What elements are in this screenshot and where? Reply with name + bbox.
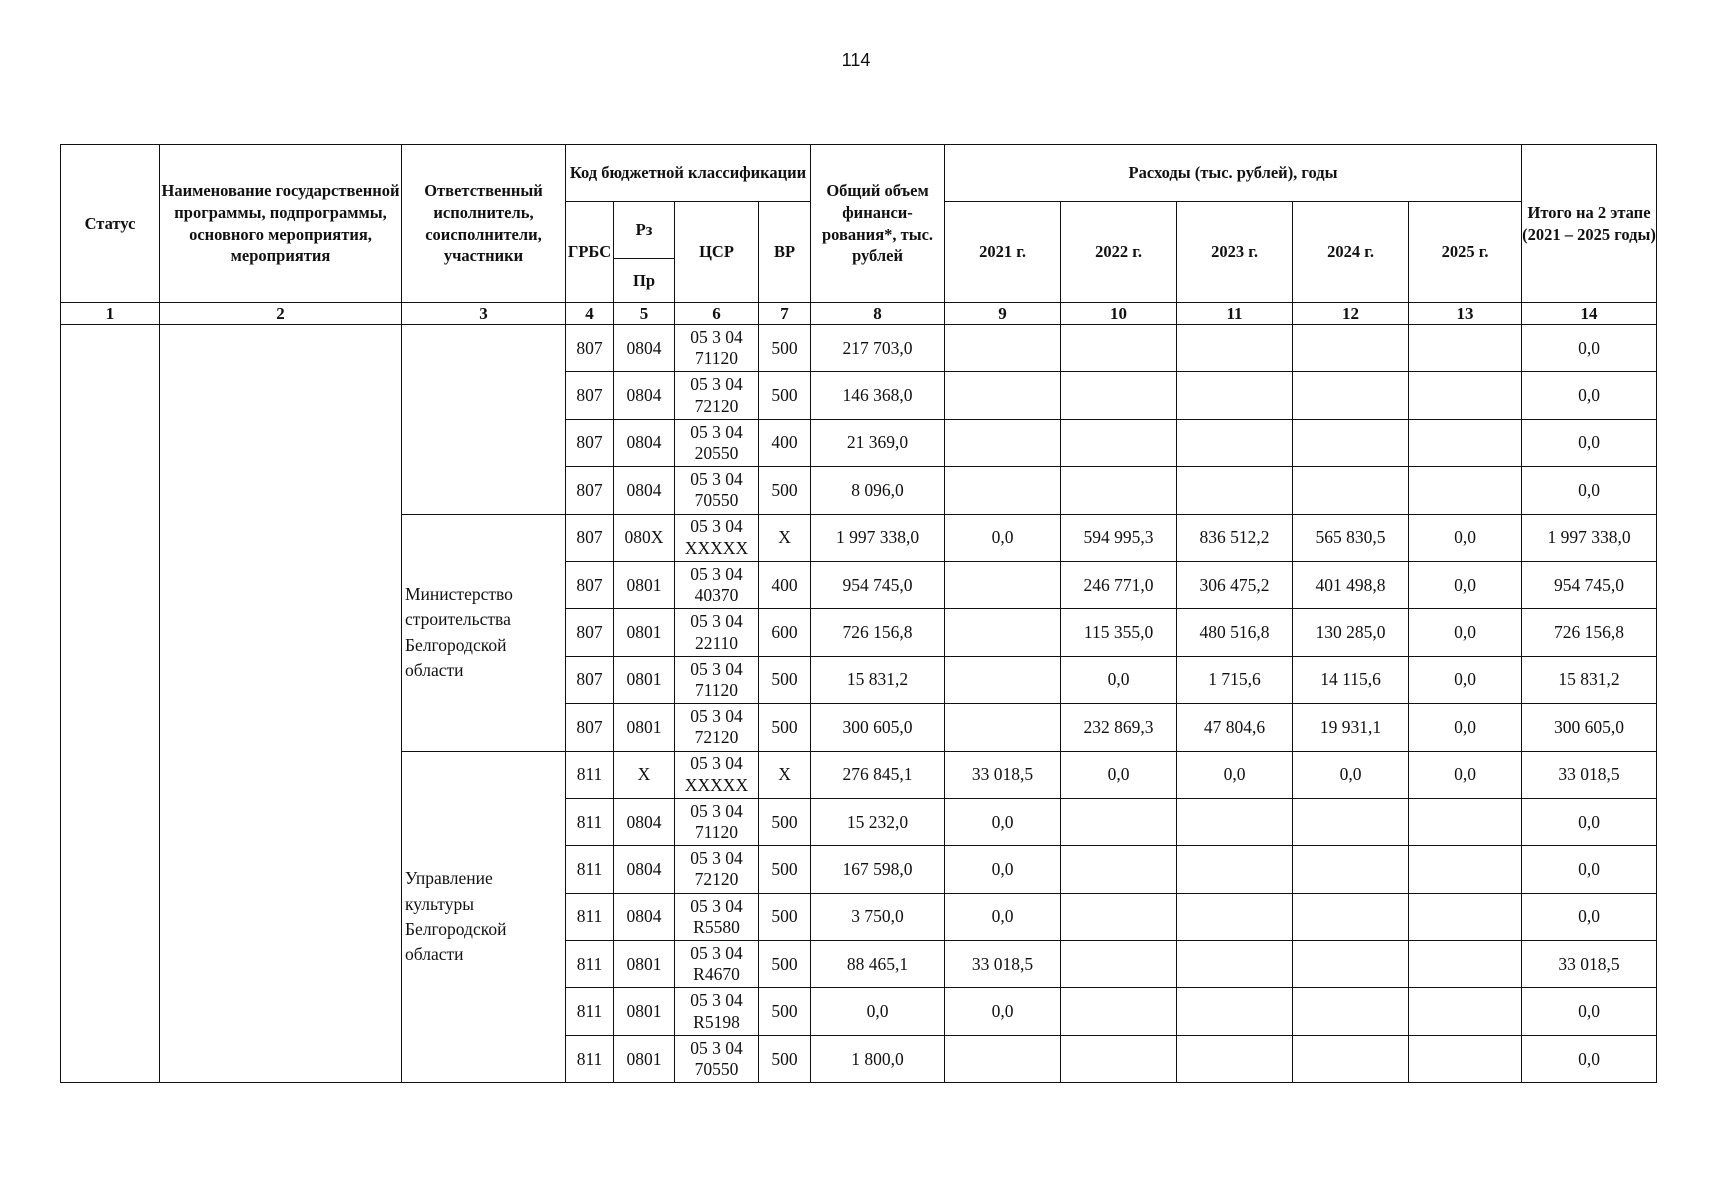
year-2021-cell: [945, 372, 1061, 419]
total-volume-cell: 217 703,0: [811, 325, 945, 372]
total-volume-cell: 276 845,1: [811, 751, 945, 798]
grbs-cell: 807: [566, 467, 614, 514]
rz-pr-cell: 0804: [614, 846, 675, 893]
year-2023-cell: [1177, 941, 1293, 988]
vr-cell: 500: [759, 846, 811, 893]
csr-cell: 05 3 04 R5580: [675, 893, 759, 940]
year-2024-cell: [1293, 467, 1409, 514]
column-number: 6: [675, 303, 759, 325]
year-2024-cell: 401 498,8: [1293, 561, 1409, 608]
year-2025-cell: [1409, 325, 1522, 372]
vr-cell: 500: [759, 704, 811, 751]
year-2021-cell: 33 018,5: [945, 941, 1061, 988]
page-number: 114: [841, 50, 871, 70]
vr-cell: Х: [759, 514, 811, 561]
year-2023-cell: [1177, 325, 1293, 372]
year-2024-cell: [1293, 846, 1409, 893]
year-2025-cell: 0,0: [1409, 656, 1522, 703]
year-2021-cell: 0,0: [945, 988, 1061, 1035]
year-2022-cell: 246 771,0: [1061, 561, 1177, 608]
csr-cell: 05 3 04 72120: [675, 704, 759, 751]
rz-pr-cell: 0804: [614, 467, 675, 514]
year-2022-cell: 0,0: [1061, 751, 1177, 798]
column-number: 3: [402, 303, 566, 325]
year-2024-cell: 130 285,0: [1293, 609, 1409, 656]
year-2022-cell: [1061, 372, 1177, 419]
year-2021-cell: [945, 1035, 1061, 1082]
column-number: 5: [614, 303, 675, 325]
year-2021-cell: [945, 609, 1061, 656]
stage-total-cell: 0,0: [1522, 798, 1657, 845]
year-2023-cell: [1177, 467, 1293, 514]
executor-construction: Министерство строительства Белгородской области: [402, 514, 566, 751]
vr-cell: 500: [759, 656, 811, 703]
stage-total-cell: 1 997 338,0: [1522, 514, 1657, 561]
header-budget-code: Код бюджетной классификации: [566, 145, 811, 202]
csr-cell: 05 3 04 20550: [675, 419, 759, 466]
year-2025-cell: 0,0: [1409, 751, 1522, 798]
header-year-2022: 2022 г.: [1061, 202, 1177, 303]
rz-pr-cell: 0801: [614, 941, 675, 988]
year-2021-cell: [945, 704, 1061, 751]
rz-pr-cell: 0804: [614, 893, 675, 940]
total-volume-cell: 146 368,0: [811, 372, 945, 419]
csr-cell: 05 3 04 70550: [675, 1035, 759, 1082]
grbs-cell: 807: [566, 514, 614, 561]
total-volume-cell: 3 750,0: [811, 893, 945, 940]
vr-cell: 500: [759, 988, 811, 1035]
csr-cell: 05 3 04 R5198: [675, 988, 759, 1035]
column-number: 4: [566, 303, 614, 325]
year-2025-cell: [1409, 372, 1522, 419]
executor-culture: Управление культуры Белгородской области: [402, 751, 566, 1083]
year-2024-cell: [1293, 893, 1409, 940]
csr-cell: 05 3 04 72120: [675, 846, 759, 893]
vr-cell: 500: [759, 941, 811, 988]
year-2022-cell: [1061, 467, 1177, 514]
column-number: 7: [759, 303, 811, 325]
column-number: 12: [1293, 303, 1409, 325]
stage-total-cell: 15 831,2: [1522, 656, 1657, 703]
csr-cell: 05 3 04 R4670: [675, 941, 759, 988]
total-volume-cell: 726 156,8: [811, 609, 945, 656]
header-expenses: Расходы (тыс. рублей), годы: [945, 145, 1522, 202]
year-2023-cell: 836 512,2: [1177, 514, 1293, 561]
grbs-cell: 807: [566, 372, 614, 419]
stage-total-cell: 300 605,0: [1522, 704, 1657, 751]
column-number: 11: [1177, 303, 1293, 325]
year-2024-cell: [1293, 419, 1409, 466]
column-number: 14: [1522, 303, 1657, 325]
grbs-cell: 807: [566, 561, 614, 608]
column-number: 13: [1409, 303, 1522, 325]
year-2025-cell: [1409, 1035, 1522, 1082]
year-2023-cell: [1177, 419, 1293, 466]
year-2022-cell: 594 995,3: [1061, 514, 1177, 561]
vr-cell: 400: [759, 419, 811, 466]
year-2024-cell: [1293, 941, 1409, 988]
year-2021-cell: 33 018,5: [945, 751, 1061, 798]
rz-pr-cell: 0804: [614, 419, 675, 466]
grbs-cell: 811: [566, 893, 614, 940]
header-csr: ЦСР: [675, 202, 759, 303]
grbs-cell: 811: [566, 1035, 614, 1082]
total-volume-cell: 1 800,0: [811, 1035, 945, 1082]
total-volume-cell: 167 598,0: [811, 846, 945, 893]
year-2023-cell: [1177, 372, 1293, 419]
rz-pr-cell: 0801: [614, 704, 675, 751]
total-volume-cell: 21 369,0: [811, 419, 945, 466]
year-2022-cell: 232 869,3: [1061, 704, 1177, 751]
year-2021-cell: [945, 419, 1061, 466]
grbs-cell: 807: [566, 419, 614, 466]
column-number: 2: [160, 303, 402, 325]
header-status: Статус: [61, 145, 160, 303]
column-number: 8: [811, 303, 945, 325]
column-number: 1: [61, 303, 160, 325]
csr-cell: 05 3 04 71120: [675, 798, 759, 845]
rz-pr-cell: 0801: [614, 1035, 675, 1082]
header-year-2025: 2025 г.: [1409, 202, 1522, 303]
vr-cell: 500: [759, 893, 811, 940]
rz-pr-cell: 0804: [614, 325, 675, 372]
year-2024-cell: [1293, 798, 1409, 845]
vr-cell: 600: [759, 609, 811, 656]
total-volume-cell: 15 232,0: [811, 798, 945, 845]
vr-cell: 500: [759, 1035, 811, 1082]
rz-pr-cell: 0804: [614, 372, 675, 419]
stage-total-cell: 0,0: [1522, 325, 1657, 372]
year-2025-cell: [1409, 988, 1522, 1035]
table-row: [61, 325, 1657, 372]
vr-cell: 400: [759, 561, 811, 608]
year-2021-cell: [945, 467, 1061, 514]
csr-cell: 05 3 04 40370: [675, 561, 759, 608]
year-2023-cell: [1177, 798, 1293, 845]
rz-pr-cell: 0801: [614, 656, 675, 703]
csr-cell: 05 3 04 72120: [675, 372, 759, 419]
budget-table: [60, 144, 1657, 1083]
program-name-cell: [160, 325, 402, 1083]
csr-cell: 05 3 04 ХХХХХ: [675, 514, 759, 561]
total-volume-cell: 300 605,0: [811, 704, 945, 751]
stage-total-cell: 33 018,5: [1522, 941, 1657, 988]
total-volume-cell: 0,0: [811, 988, 945, 1035]
vr-cell: 500: [759, 467, 811, 514]
vr-cell: 500: [759, 372, 811, 419]
column-number: 9: [945, 303, 1061, 325]
rz-pr-cell: Х: [614, 751, 675, 798]
stage-total-cell: 0,0: [1522, 893, 1657, 940]
total-volume-cell: 15 831,2: [811, 656, 945, 703]
grbs-cell: 811: [566, 988, 614, 1035]
stage-total-cell: 0,0: [1522, 988, 1657, 1035]
year-2023-cell: [1177, 846, 1293, 893]
year-2021-cell: [945, 325, 1061, 372]
grbs-cell: 811: [566, 941, 614, 988]
vr-cell: Х: [759, 751, 811, 798]
rz-pr-cell: 0801: [614, 988, 675, 1035]
year-2021-cell: 0,0: [945, 798, 1061, 845]
header-pr: Пр: [614, 259, 675, 303]
header-rz: Рз: [614, 202, 675, 259]
year-2023-cell: [1177, 893, 1293, 940]
header-total-volume: Общий объем финанси-рования*, тыс. рублей: [811, 145, 945, 303]
year-2022-cell: [1061, 1035, 1177, 1082]
year-2021-cell: 0,0: [945, 846, 1061, 893]
total-volume-cell: 954 745,0: [811, 561, 945, 608]
stage-total-cell: 0,0: [1522, 846, 1657, 893]
stage-total-cell: 726 156,8: [1522, 609, 1657, 656]
rz-pr-cell: 0801: [614, 609, 675, 656]
year-2025-cell: [1409, 467, 1522, 514]
column-numbers-row: [61, 303, 1657, 325]
year-2023-cell: [1177, 1035, 1293, 1082]
year-2023-cell: 1 715,6: [1177, 656, 1293, 703]
header-vr: ВР: [759, 202, 811, 303]
year-2023-cell: 306 475,2: [1177, 561, 1293, 608]
csr-cell: 05 3 04 22110: [675, 609, 759, 656]
budget-table-body: [61, 325, 1657, 1083]
year-2023-cell: [1177, 988, 1293, 1035]
year-2022-cell: [1061, 941, 1177, 988]
stage-total-cell: 0,0: [1522, 467, 1657, 514]
grbs-cell: 811: [566, 846, 614, 893]
stage-total-cell: 0,0: [1522, 419, 1657, 466]
year-2025-cell: [1409, 941, 1522, 988]
year-2021-cell: [945, 656, 1061, 703]
header-stage-total: Итого на 2 этапе (2021 – 2025 годы): [1522, 145, 1657, 303]
csr-cell: 05 3 04 71120: [675, 325, 759, 372]
year-2024-cell: [1293, 1035, 1409, 1082]
header-year-2024: 2024 г.: [1293, 202, 1409, 303]
year-2022-cell: [1061, 325, 1177, 372]
year-2022-cell: [1061, 893, 1177, 940]
year-2024-cell: 565 830,5: [1293, 514, 1409, 561]
status-cell: [61, 325, 160, 1083]
year-2025-cell: [1409, 893, 1522, 940]
vr-cell: 500: [759, 798, 811, 845]
rz-pr-cell: 0804: [614, 798, 675, 845]
year-2023-cell: 480 516,8: [1177, 609, 1293, 656]
header-year-2021: 2021 г.: [945, 202, 1061, 303]
vr-cell: 500: [759, 325, 811, 372]
year-2025-cell: 0,0: [1409, 704, 1522, 751]
stage-total-cell: 0,0: [1522, 372, 1657, 419]
grbs-cell: 807: [566, 704, 614, 751]
year-2025-cell: 0,0: [1409, 514, 1522, 561]
year-2021-cell: 0,0: [945, 514, 1061, 561]
year-2024-cell: 14 115,6: [1293, 656, 1409, 703]
rz-pr-cell: 080Х: [614, 514, 675, 561]
rz-pr-cell: 0801: [614, 561, 675, 608]
year-2023-cell: 47 804,6: [1177, 704, 1293, 751]
stage-total-cell: 33 018,5: [1522, 751, 1657, 798]
year-2022-cell: [1061, 419, 1177, 466]
grbs-cell: 807: [566, 656, 614, 703]
year-2024-cell: [1293, 325, 1409, 372]
year-2025-cell: [1409, 798, 1522, 845]
year-2022-cell: [1061, 988, 1177, 1035]
year-2025-cell: 0,0: [1409, 561, 1522, 608]
header-grbs: ГРБС: [566, 202, 614, 303]
grbs-cell: 811: [566, 798, 614, 845]
year-2024-cell: [1293, 372, 1409, 419]
year-2021-cell: [945, 561, 1061, 608]
grbs-cell: 807: [566, 325, 614, 372]
total-volume-cell: 1 997 338,0: [811, 514, 945, 561]
total-volume-cell: 88 465,1: [811, 941, 945, 988]
header-program-name: Наименование государственной программы, подпрограммы, основного мероприятия, мероприятия: [160, 145, 402, 303]
total-volume-cell: 8 096,0: [811, 467, 945, 514]
year-2023-cell: 0,0: [1177, 751, 1293, 798]
year-2025-cell: [1409, 846, 1522, 893]
header-executor: Ответственный исполнитель, соисполнители, участники: [402, 145, 566, 303]
year-2022-cell: 115 355,0: [1061, 609, 1177, 656]
stage-total-cell: 0,0: [1522, 1035, 1657, 1082]
csr-cell: 05 3 04 70550: [675, 467, 759, 514]
year-2022-cell: [1061, 846, 1177, 893]
stage-total-cell: 954 745,0: [1522, 561, 1657, 608]
year-2025-cell: 0,0: [1409, 609, 1522, 656]
year-2021-cell: 0,0: [945, 893, 1061, 940]
grbs-cell: 811: [566, 751, 614, 798]
year-2024-cell: 19 931,1: [1293, 704, 1409, 751]
year-2022-cell: [1061, 798, 1177, 845]
executor-cell: [402, 325, 566, 515]
header-year-2023: 2023 г.: [1177, 202, 1293, 303]
year-2024-cell: 0,0: [1293, 751, 1409, 798]
column-number: 10: [1061, 303, 1177, 325]
csr-cell: 05 3 04 ХХХХХ: [675, 751, 759, 798]
year-2022-cell: 0,0: [1061, 656, 1177, 703]
year-2025-cell: [1409, 419, 1522, 466]
grbs-cell: 807: [566, 609, 614, 656]
csr-cell: 05 3 04 71120: [675, 656, 759, 703]
year-2024-cell: [1293, 988, 1409, 1035]
